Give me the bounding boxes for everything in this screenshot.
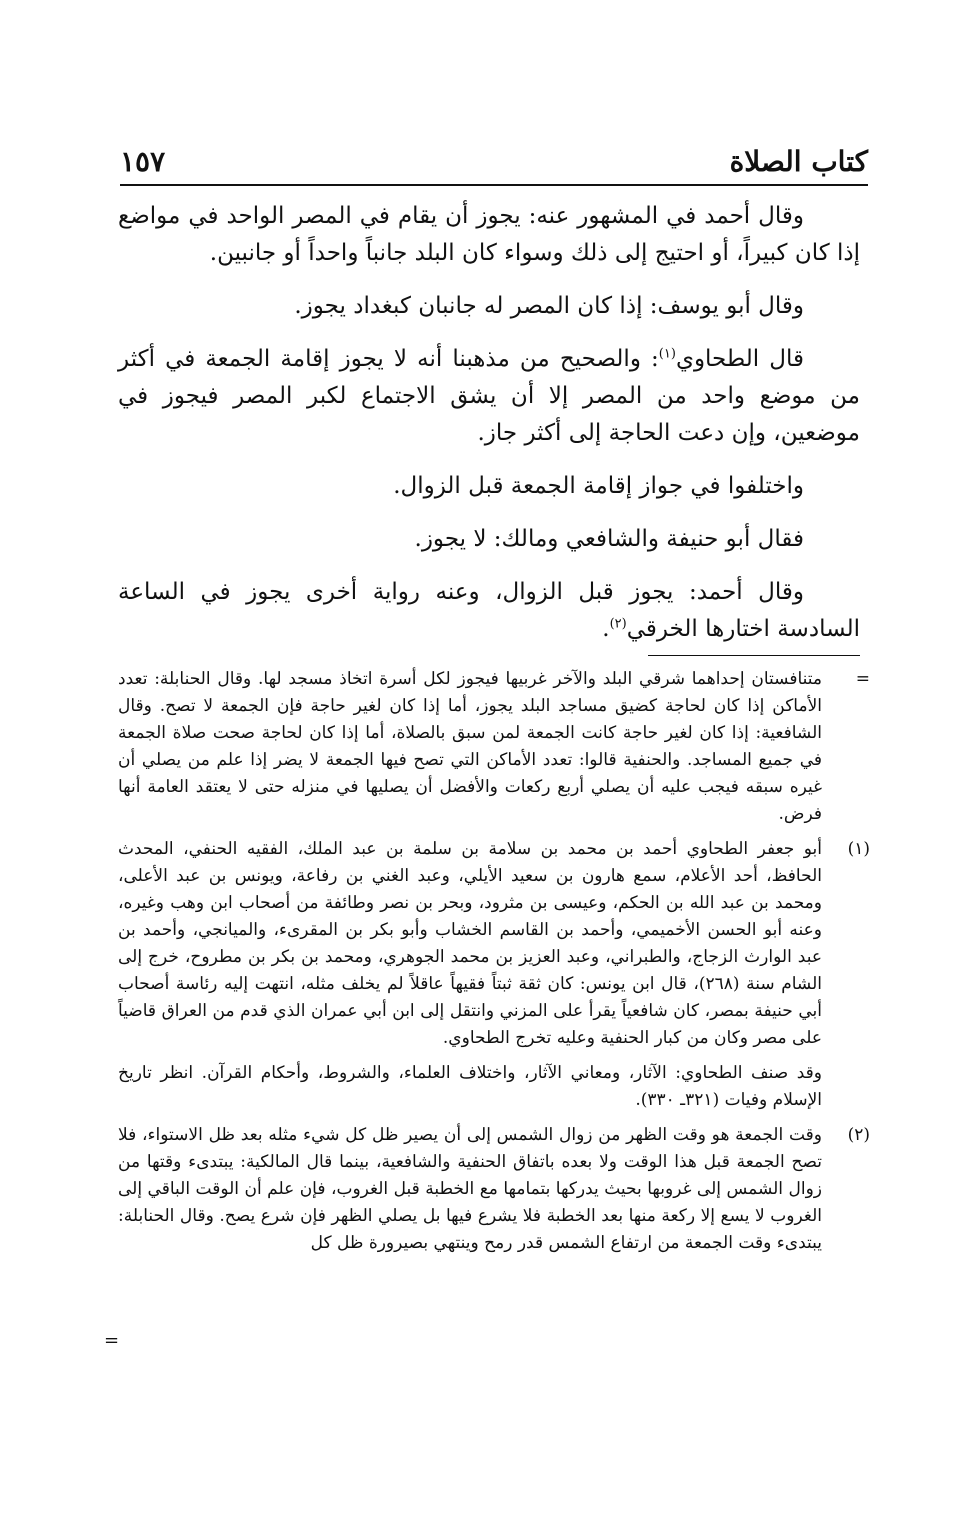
footnote-divider bbox=[648, 655, 860, 656]
footnote-ref-1: (١) bbox=[658, 346, 676, 362]
paragraph-6-end: . bbox=[602, 616, 610, 642]
page-number: ١٥٧ bbox=[120, 145, 166, 178]
main-text bbox=[118, 198, 860, 664]
page-header bbox=[120, 144, 868, 186]
paragraph-3-rest: : والصحيح من مذهبنا أنه لا يجوز إقامة الجمعة في أكثر من موضع واحد من المصر إلا أن يشق الاجتماع لكبر المصر فيجوز في موضعين، وإن دعت الحاجة إلى أكثر جاز. bbox=[118, 346, 860, 446]
footnote-1-mark: (١) bbox=[847, 839, 870, 859]
paragraph-4: واختلفوا في جواز إقامة الجمعة قبل الزوال. bbox=[393, 473, 804, 499]
footnote-2 bbox=[118, 1122, 870, 1257]
footnote-2-text: وقت الجمعة هو وقت الظهر من زوال الشمس إلى أن يصير ظل كل شيء مثله بعد ظل الاستواء، فلا تصح الجمعة قبل هذا الوقت ولا بعده باتفاق الحنفية والشافعية، بينما قال المالكية: يبتدىء وقتها من زوال الشمس إلى غروبها بحيث يدركها بتمامها مع الخطبة قبل الغروب، فإن علم أن الوقت الباقي إلى الغروب لا يسع إلا ركعة منها بعد الخطبة فلا يشرع فيها بل يصلي الظهر فإن شرع يصح. وقال الحنابلة: يبتدىء وقت الجمعة من ارتفاع الشمس قدر رمح وينتهي بصيرورة ظل كل bbox=[118, 1125, 822, 1253]
continuation-mark: = bbox=[855, 669, 870, 689]
footnote-1 bbox=[118, 836, 870, 1052]
continuation-text: متنافستان إحداهما شرقي البلد والآخر غربيها فيجوز لكل أسرة اتخاذ مسجد لها. وقال الحنابلة: تعدد الأماكن إذا كان لحاجة كضيق مساجد البلد يجوز، أما إذا كان لغير حاجة فإن الجمعة لا تصح. وقال الشافعية: إذا كان لغير حاجة كانت الجمعة لمن سبق بالصلاة، أما إذا كان لحاجة صحت صلاة الجمعة في جميع المساجد. والحنفية قالوا: تعدد الأماكن التي تصح فيها الجمعة لا يضر إذا علم من يصلي أن غيره سبقه فيجب عليه أن يصلي أربع ركعات والأفضل أن يصليها في منزله حتى لا يعتقد العامة أنها فرض. bbox=[118, 669, 822, 824]
footnote-ref-2: (٢) bbox=[609, 616, 627, 632]
footnote-1-extra: وقد صنف الطحاوي: الآثار، ومعاني الآثار، واختلاف العلماء، والشروط، وأحكام القرآن. انظر تاريخ الإسلام وفيات (٣٢١ـ ٣٣٠). bbox=[118, 1063, 822, 1110]
chapter-title: كتاب الصلاة bbox=[729, 145, 868, 178]
paragraph-2: وقال أبو يوسف: إذا كان المصر له جانبان كبغداد يجوز. bbox=[294, 293, 804, 319]
footnotes-section bbox=[118, 666, 870, 1265]
paragraph-1: وقال أحمد في المشهور عنه: يجوز أن يقام في المصر الواحد في مواضع إذا كان كبيراً، أو احتيج إلى ذلك وسواء كان البلد جانباً واحداً أو جانبين. bbox=[118, 203, 860, 266]
paragraph-3 bbox=[118, 341, 860, 452]
footnote-continues-mark: = bbox=[104, 1330, 120, 1351]
footnote-1-text: أبو جعفر الطحاوي أحمد بن محمد بن سلامة بن سلمة بن عبد الملك، الفقيه الحنفي، المحدث الحافظ، أحد الأعلام، سمع هارون بن سعيد الأيلي، وعبد الغني بن رفاعة، ويونس بن عبد الأعلى، ومحمد بن عبد الله بن الحكم، وعيسى بن مثرود، وبحر بن نصر وطائفة من أصحاب ابن وهب وغيره، وعنه أبو الحسن الأخميمي، وأحمد بن القاسم الخشاب وأبو بكر بن المقرىء، والميانجي، وأحمد بن عبد الوارث الزجاج، والطبراني، وعبد العزيز بن محمد الجوهري، ومحمد بن بكر بن مطروح، خرج إلى الشام سنة (٢٦٨)، قال ابن يونس: كان ثقة ثبتاً فقيهاً عاقلاً لم يخلف مثله، انتهت إليه رئاسة أصحاب أبي حنيفة بمصر، كان شافعياً يقرأ على المزني وانتقل إلى ابن أبي عمران الذي قدم من العراق قاضياً على مصر وكان من كبار الحنفية وعليه تخرج الطحاوي. bbox=[118, 839, 822, 1048]
footnote-continuation bbox=[118, 666, 870, 828]
paragraph-3-start: قال الطحاوي bbox=[675, 346, 804, 372]
paragraph-6 bbox=[118, 574, 860, 648]
footnote-2-mark: (٢) bbox=[847, 1125, 870, 1145]
paragraph-5: فقال أبو حنيفة والشافعي ومالك: لا يجوز. bbox=[414, 526, 804, 552]
paragraph-6-start: وقال أحمد: يجوز قبل الزوال، وعنه رواية أخرى يجوز في الساعة السادسة اختارها الخرقي bbox=[118, 579, 860, 642]
